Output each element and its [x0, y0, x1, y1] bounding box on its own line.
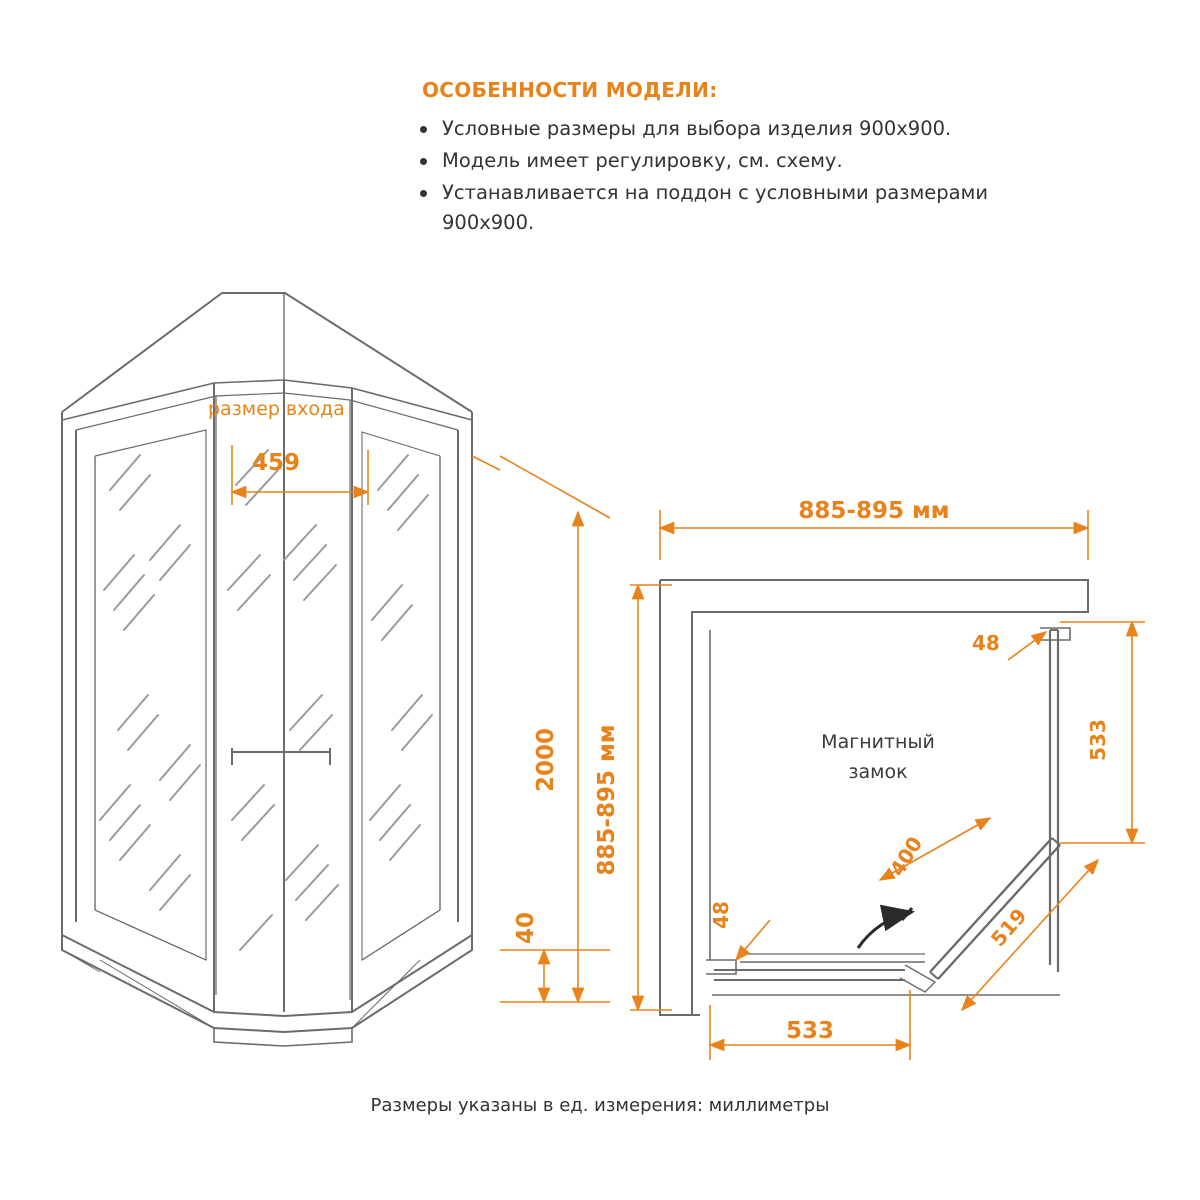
magnetic-lock-label-line2: замок	[848, 761, 908, 783]
top-view-plan	[660, 580, 1088, 1015]
technical-drawing	[0, 260, 1200, 1090]
base-height-value: 40	[513, 911, 539, 945]
front-view-dimensions	[232, 445, 610, 1002]
dim-533-bottom: 533	[785, 1018, 835, 1044]
dim-48-left: 48	[709, 901, 733, 929]
features-list	[380, 114, 1080, 238]
entrance-value: 459	[252, 450, 301, 476]
top-view-dimensions	[630, 510, 1145, 1060]
dim-519: 519	[985, 903, 1032, 952]
list-item: Условные размеры для выбора изделия 900x900.	[442, 114, 1080, 144]
units-note: Размеры указаны в ед. измерения: миллиметры	[370, 1095, 830, 1116]
height-value: 2000	[533, 727, 559, 793]
list-item: Модель имеет регулировку, см. схему.	[442, 146, 1080, 176]
dim-400: 400	[884, 832, 928, 881]
magnetic-lock-label-line1: Магнитный	[821, 731, 935, 753]
top-width-label: 885-895 мм	[798, 498, 950, 524]
features-title: ОСОБЕННОСТИ МОДЕЛИ:	[422, 78, 718, 102]
glass-hatching	[100, 450, 432, 950]
entrance-label: размер входа	[208, 398, 345, 420]
dim-48-top: 48	[972, 631, 1000, 655]
features-block	[380, 78, 1080, 240]
door-swing-arrow	[858, 908, 912, 948]
dim-533-right: 533	[1086, 719, 1110, 761]
top-depth-label: 885-895 мм	[594, 724, 620, 876]
list-item: Устанавливается на поддон с условными размерами 900x900.	[442, 178, 1080, 238]
